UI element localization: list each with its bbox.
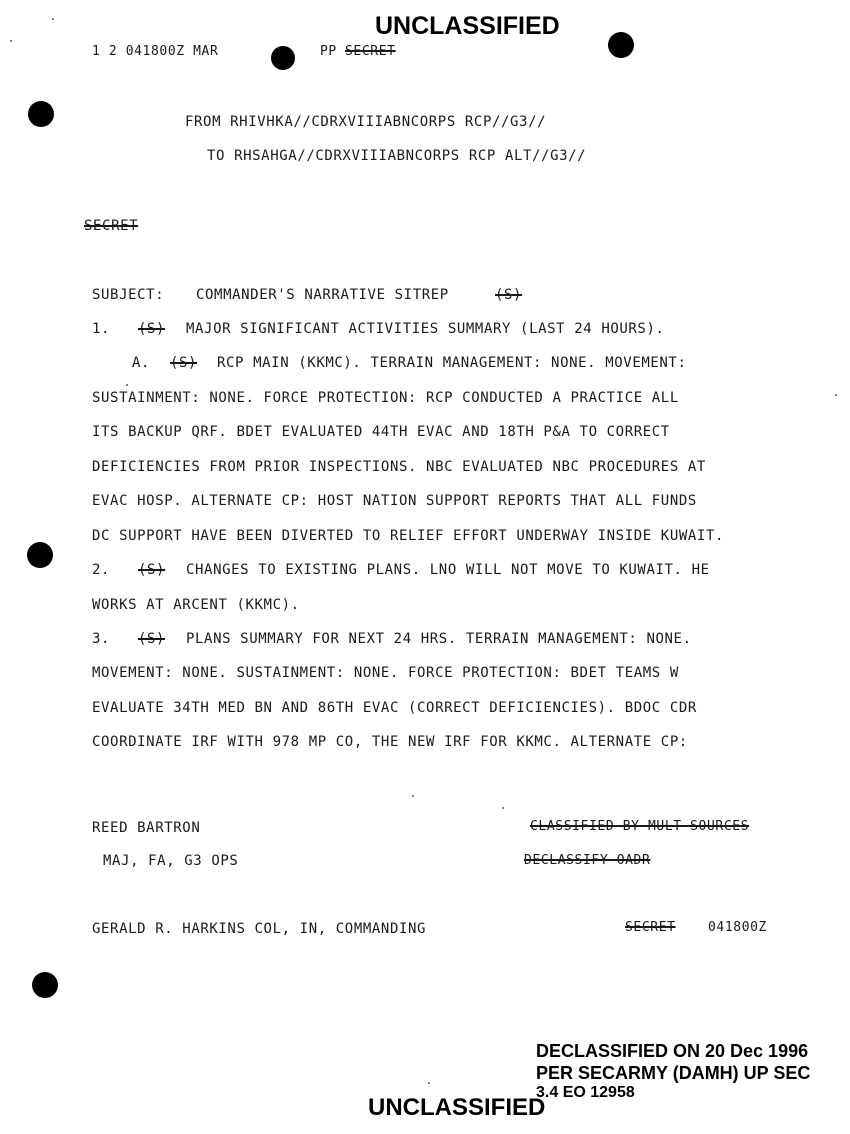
para-a-num: A. bbox=[132, 355, 151, 371]
to-line: TO RHSAHGA//CDRXVIIIABNCORPS RCP ALT//G3// bbox=[207, 148, 587, 164]
body-line: DC SUPPORT HAVE BEEN DIVERTED TO RELIEF EFFORT UNDERWAY INSIDE KUWAIT. bbox=[92, 528, 725, 544]
body-line: WORKS AT ARCENT (KKMC). bbox=[92, 597, 300, 613]
signer-name: REED BARTRON bbox=[92, 820, 201, 836]
dtg-line: 1 2 041800Z MAR bbox=[92, 44, 219, 59]
punch-hole-left-3 bbox=[32, 972, 58, 998]
speck bbox=[126, 384, 128, 386]
declass-stamp-line-1: DECLASSIFIED ON 20 Dec 1996 bbox=[536, 1041, 809, 1061]
punch-hole-left-2 bbox=[27, 542, 53, 568]
para-2-mark: (S) bbox=[138, 562, 166, 578]
speck bbox=[428, 1082, 430, 1084]
declass-stamp-line-3: 3.4 EO 12958 bbox=[536, 1084, 635, 1101]
body-line: ITS BACKUP QRF. BDET EVALUATED 44TH EVAC AND 18TH P&A TO CORRECT bbox=[92, 424, 670, 440]
speck bbox=[10, 40, 12, 42]
speck bbox=[52, 18, 54, 20]
para-3-text: PLANS SUMMARY FOR NEXT 24 HRS. TERRAIN MANAGEMENT: NONE. bbox=[186, 631, 692, 647]
subject-portion-mark: (S) bbox=[495, 287, 523, 303]
para-a-mark: (S) bbox=[170, 355, 198, 371]
body-line: SUSTAINMENT: NONE. FORCE PROTECTION: RCP CONDUCTED A PRACTICE ALL bbox=[92, 390, 679, 406]
para-1-num: 1. bbox=[92, 321, 111, 337]
para-a-text: RCP MAIN (KKMC). TERRAIN MANAGEMENT: NONE. MOVEMENT: bbox=[217, 355, 687, 371]
punch-hole-header bbox=[271, 46, 295, 70]
declassify-line: DECLASSIFY OADR bbox=[524, 853, 651, 868]
declass-stamp-line-2: PER SECARMY (DAMH) UP SEC bbox=[536, 1063, 811, 1083]
para-1-text: MAJOR SIGNIFICANT ACTIVITIES SUMMARY (LAST 24 HOURS). bbox=[186, 321, 665, 337]
para-3-num: 3. bbox=[92, 631, 111, 647]
top-unclassified-stamp: UNCLASSIFIED bbox=[375, 12, 560, 40]
speck bbox=[412, 795, 414, 797]
speck bbox=[835, 394, 837, 396]
precedence: PP bbox=[320, 44, 337, 59]
subject-label: SUBJECT: bbox=[92, 287, 165, 303]
classification-line: SECRET bbox=[84, 218, 139, 234]
footer-classification: SECRET bbox=[625, 920, 676, 935]
body-line: MOVEMENT: NONE. SUSTAINMENT: NONE. FORCE PROTECTION: BDET TEAMS W bbox=[92, 665, 679, 681]
header-classification: SECRET bbox=[345, 44, 396, 59]
speck bbox=[502, 807, 504, 809]
body-line: EVALUATE 34TH MED BN AND 86TH EVAC (CORRECT DEFICIENCIES). BDOC CDR bbox=[92, 700, 697, 716]
para-2-num: 2. bbox=[92, 562, 111, 578]
punch-hole-top bbox=[608, 32, 634, 58]
body-line: COORDINATE IRF WITH 978 MP CO, THE NEW IRF FOR KKMC. ALTERNATE CP: bbox=[92, 734, 688, 750]
para-3-mark: (S) bbox=[138, 631, 166, 647]
bottom-unclassified-stamp: UNCLASSIFIED bbox=[368, 1094, 546, 1121]
punch-hole-left-1 bbox=[28, 101, 54, 127]
para-2-text: CHANGES TO EXISTING PLANS. LNO WILL NOT MOVE TO KUWAIT. HE bbox=[186, 562, 710, 578]
body-line: DEFICIENCIES FROM PRIOR INSPECTIONS. NBC EVALUATED NBC PROCEDURES AT bbox=[92, 459, 706, 475]
signer-title: MAJ, FA, G3 OPS bbox=[103, 853, 239, 869]
body-line: EVAC HOSP. ALTERNATE CP: HOST NATION SUPPORT REPORTS THAT ALL FUNDS bbox=[92, 493, 697, 509]
from-line: FROM RHIVHKA//CDRXVIIIABNCORPS RCP//G3// bbox=[185, 114, 547, 130]
subject-text: COMMANDER'S NARRATIVE SITREP bbox=[196, 287, 449, 303]
para-1-mark: (S) bbox=[138, 321, 166, 337]
commander-line: GERALD R. HARKINS COL, IN, COMMANDING bbox=[92, 921, 427, 937]
footer-dtg: 041800Z bbox=[708, 920, 767, 935]
classified-by: CLASSIFIED BY MULT SOURCES bbox=[530, 819, 750, 834]
